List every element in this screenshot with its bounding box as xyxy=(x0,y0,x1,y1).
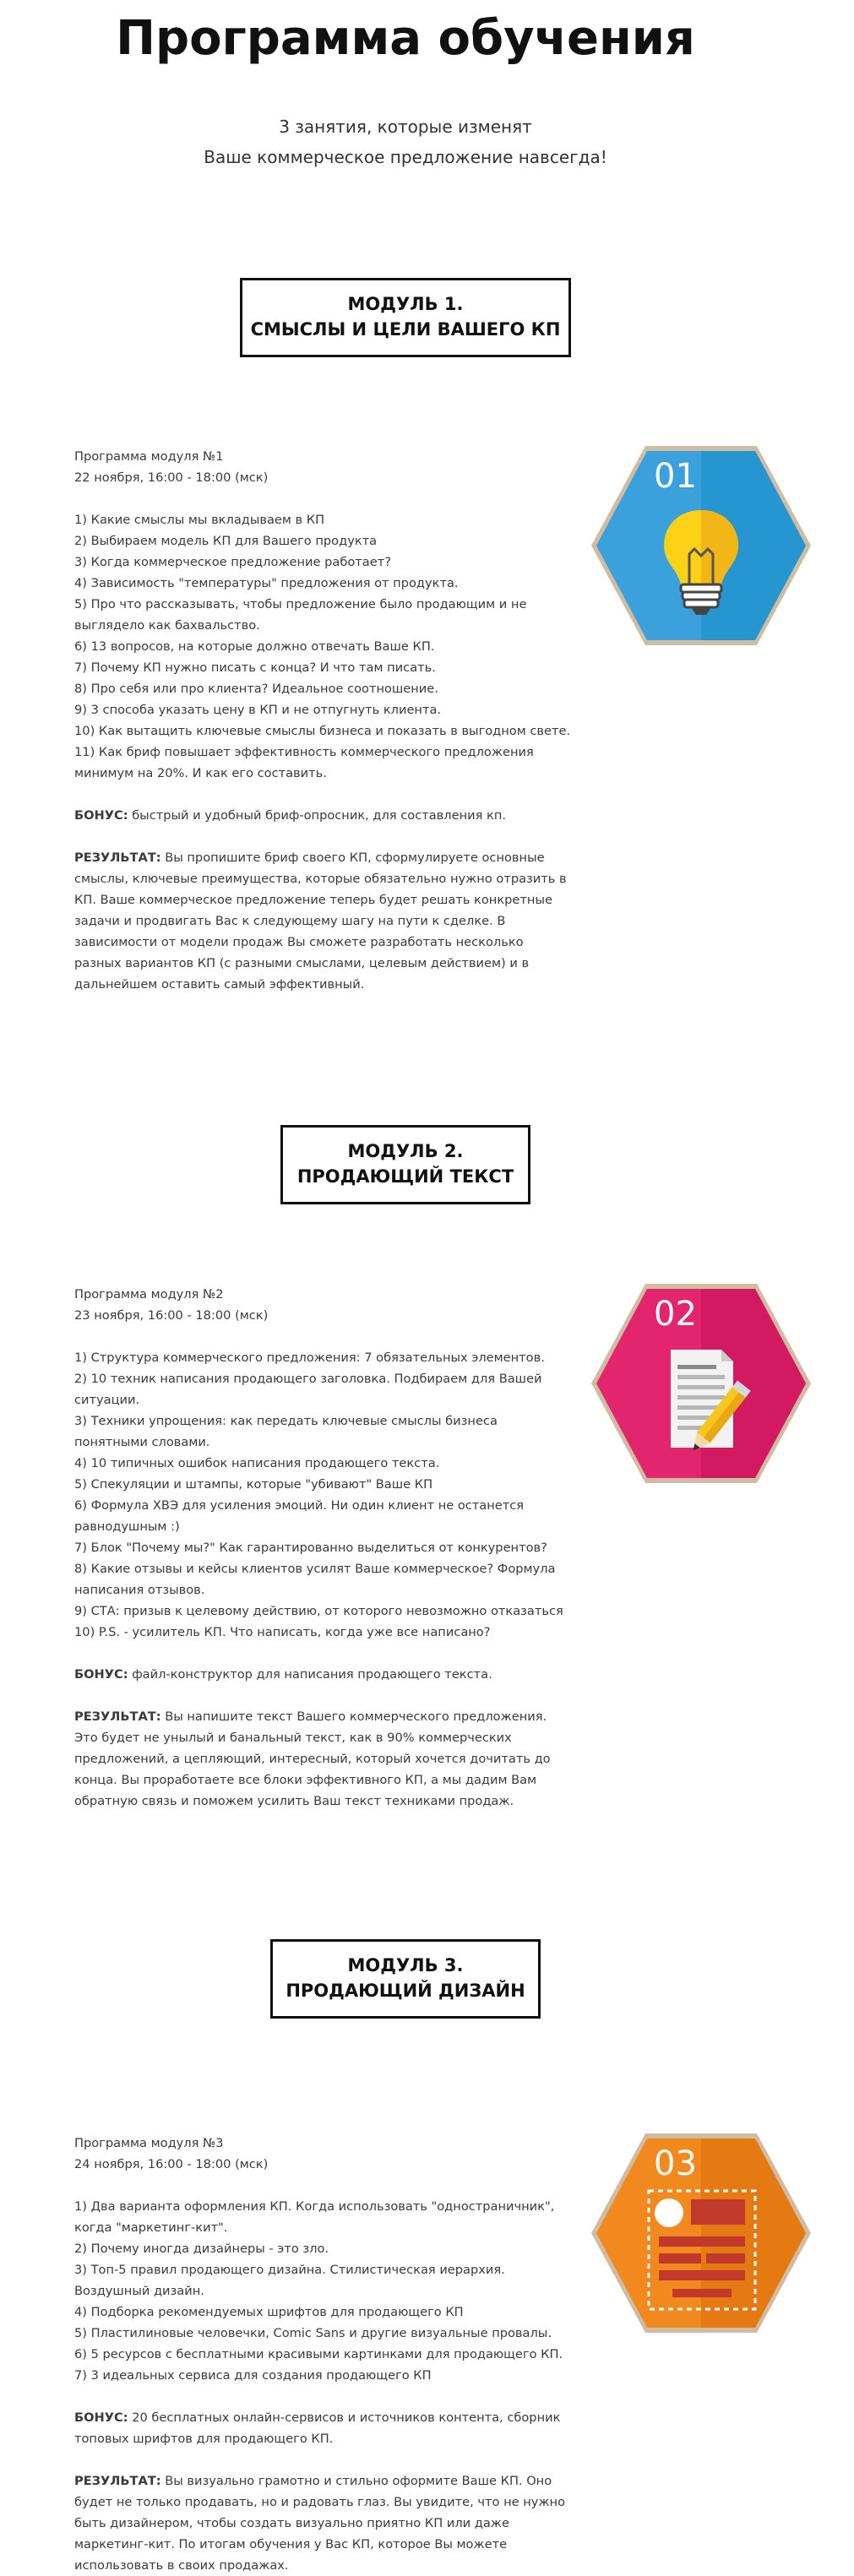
document-pencil-icon xyxy=(590,1282,813,1485)
lightbulb-icon xyxy=(590,444,813,647)
module-2-heading: Программа модуля №2 xyxy=(74,1287,224,1302)
list-item: 9) СТА: призыв к целевому действию, от которого невозможно отказаться xyxy=(74,1604,563,1618)
subtitle-line-2: Ваше коммерческое предложение навсегда! xyxy=(204,147,607,167)
result-label: РЕЗУЛЬТАТ: xyxy=(74,851,161,865)
bonus-text: 20 бесплатных онлайн-сервисов и источников контента, сборник топовых шрифтов для продающего КП. xyxy=(74,2410,561,2446)
list-item: 7) 3 идеальных сервиса для создания продающего КП xyxy=(74,2368,432,2383)
module-3-result xyxy=(74,2470,573,2576)
module-3-badge xyxy=(590,2132,813,2334)
module-1-badge xyxy=(590,444,813,647)
module-3-number-label: МОДУЛЬ 3. xyxy=(347,1955,464,1975)
list-item: 10) Как вытащить ключевые смыслы бизнеса и показать в выгодном свете. xyxy=(74,724,571,738)
module-2-program xyxy=(74,1284,573,1812)
module-2-badge xyxy=(590,1282,813,1485)
module-3-name-label: ПРОДАЮЩИЙ ДИЗАЙН xyxy=(286,1981,525,2001)
result-label: РЕЗУЛЬТАТ: xyxy=(74,1709,161,1724)
list-item: 4) 10 типичных ошибок написания продающего текста. xyxy=(74,1456,440,1470)
module-3-title-box xyxy=(270,1939,541,2019)
module-2-badge-number: 02 xyxy=(654,1295,697,1334)
bonus-text: файл-конструктор для написания продающего текста. xyxy=(132,1667,492,1682)
list-item: 1) Два варианта оформления КП. Когда использовать "одностраничник", когда "маркетинг-кит". xyxy=(74,2199,555,2235)
module-1-heading: Программа модуля №1 xyxy=(74,449,224,464)
bonus-label: БОНУС: xyxy=(74,808,128,823)
list-item: 5) Про что рассказывать, чтобы предложение было продающим и не выглядело как бахвальство. xyxy=(74,597,527,633)
subtitle-line-1: 3 занятия, которые изменят xyxy=(279,117,532,137)
list-item: 7) Почему КП нужно писать с конца? И что там писать. xyxy=(74,660,436,675)
module-2-name-label: ПРОДАЮЩИЙ ТЕКСТ xyxy=(296,1166,514,1187)
module-2-result xyxy=(74,1706,573,1812)
list-item: 6) Формула ХВЭ для усиления эмоций. Ни один клиент не останется равнодушным :) xyxy=(74,1498,525,1534)
list-item: 5) Спекуляции и штампы, которые "убивают" Ваше КП xyxy=(74,1477,433,1492)
bonus-label: БОНУС: xyxy=(74,1667,128,1682)
list-item: 9) 3 способа указать цену в КП и не отпугнуть клиента. xyxy=(74,703,442,717)
page-title: Программа обучения xyxy=(116,11,695,66)
list-item: 10) P.S. - усилитель КП. Что написать, когда уже все написано? xyxy=(74,1625,491,1639)
module-3-heading: Программа модуля №3 xyxy=(74,2136,224,2150)
module-3-date: 24 ноября, 16:00 - 18:00 (мск) xyxy=(74,2157,269,2171)
module-2-title-box xyxy=(280,1125,530,1204)
result-label: РЕЗУЛЬТАТ: xyxy=(74,2474,161,2488)
bonus-text: быстрый и удобный бриф-опросник, для составления кп. xyxy=(132,808,507,823)
layout-design-icon xyxy=(590,2132,813,2334)
list-item: 6) 13 вопросов, на которые должно отвечать Ваше КП. xyxy=(74,639,435,654)
list-item: 2) Почему иногда дизайнеры - это зло. xyxy=(74,2242,329,2256)
result-text: Вы визуально грамотно и стильно оформите Ваше КП. Оно будет не только продавать, но и радовать глаз. Вы увидите, что не нужно быть дизайнером, чтобы создать визуально приятно КП или даже маркетинг-кит. По итогам обучения у Вас КП, которое Вы можете использовать в своих продажах. xyxy=(74,2474,566,2573)
list-item: 11) Как бриф повышает эффективность коммерческого предложения минимум на 20%. И как его составить. xyxy=(74,745,534,780)
list-item: 8) Какие отзывы и кейсы клиентов усилят Ваше коммерческое? Формула написания отзывов. xyxy=(74,1562,556,1597)
list-item: 1) Какие смыслы мы вкладываем в КП xyxy=(74,513,325,527)
module-3-program xyxy=(74,2133,573,2576)
result-text: Вы пропишите бриф своего КП, сформулируете основные смыслы, ключевые преимущества, которые обязательно нужно отразить в КП. Ваше коммерческое предложение теперь будет решать конкретные задачи и продвигать Вас к следующему шагу на пути к сделке. В зависимости от модели продаж Вы сможете разработать несколько разных вариантов КП (с разными смыслами, целевым действием) и в дальнейшем оставить самый эффективный. xyxy=(74,851,567,992)
module-2-bonus xyxy=(74,1664,573,1685)
list-item: 6) 5 ресурсов с бесплатными красивыми картинками для продающего КП. xyxy=(74,2347,563,2361)
module-1-result xyxy=(74,847,573,995)
module-1-title-box xyxy=(240,278,571,357)
list-item: 4) Зависимость "температуры" предложения от продукта. xyxy=(74,576,459,590)
list-item: 1) Структура коммерческого предложения: 7 обязательных элементов. xyxy=(74,1350,545,1365)
module-1-name-label: СМЫСЛЫ И ЦЕЛИ ВАШЕГО КП xyxy=(250,319,561,340)
list-item: 4) Подборка рекомендуемых шрифтов для продающего КП xyxy=(74,2305,464,2319)
list-item: 2) 10 техник написания продающего заголовка. Подбираем для Вашей ситуации. xyxy=(74,1372,542,1407)
result-text: Вы напишите текст Вашего коммерческого предложения. Это будет не унылый и банальный текст, как в 90% коммерческих предложений, а цепляющий, интересный, который хочется дочитать до конца. Вы проработаете все блоки эффективного КП, а мы дадим Вам обратную связь и поможем усилить Ваш текст техниками продаж. xyxy=(74,1709,551,1808)
module-2-number-label: МОДУЛЬ 2. xyxy=(347,1141,464,1161)
page-subtitle xyxy=(0,111,811,172)
module-1-bonus xyxy=(74,805,573,826)
module-3-badge-number: 03 xyxy=(654,2144,697,2183)
module-1-program xyxy=(74,446,573,995)
module-2-date: 23 ноября, 16:00 - 18:00 (мск) xyxy=(74,1308,269,1323)
module-1-date: 22 ноября, 16:00 - 18:00 (мск) xyxy=(74,470,269,485)
list-item: 2) Выбираем модель КП для Вашего продукта xyxy=(74,534,378,548)
list-item: 7) Блок "Почему мы?" Как гарантированно выделиться от конкурентов? xyxy=(74,1541,547,1555)
module-3-bonus xyxy=(74,2407,573,2449)
module-1-number-label: МОДУЛЬ 1. xyxy=(347,294,464,314)
bonus-label: БОНУС: xyxy=(74,2410,128,2425)
list-item: 3) Техники упрощения: как передать ключевые смыслы бизнеса понятными словами. xyxy=(74,1414,498,1449)
module-1-badge-number: 01 xyxy=(654,457,697,496)
list-item: 3) Топ-5 правил продающего дизайна. Стилистическая иерархия. Воздушный дизайн. xyxy=(74,2263,505,2298)
list-item: 3) Когда коммерческое предложение работает? xyxy=(74,555,391,569)
list-item: 5) Пластилиновые человечки, Comic Sans и другие визуальные провалы. xyxy=(74,2326,552,2340)
list-item: 8) Про себя или про клиента? Идеальное соотношение. xyxy=(74,682,438,696)
